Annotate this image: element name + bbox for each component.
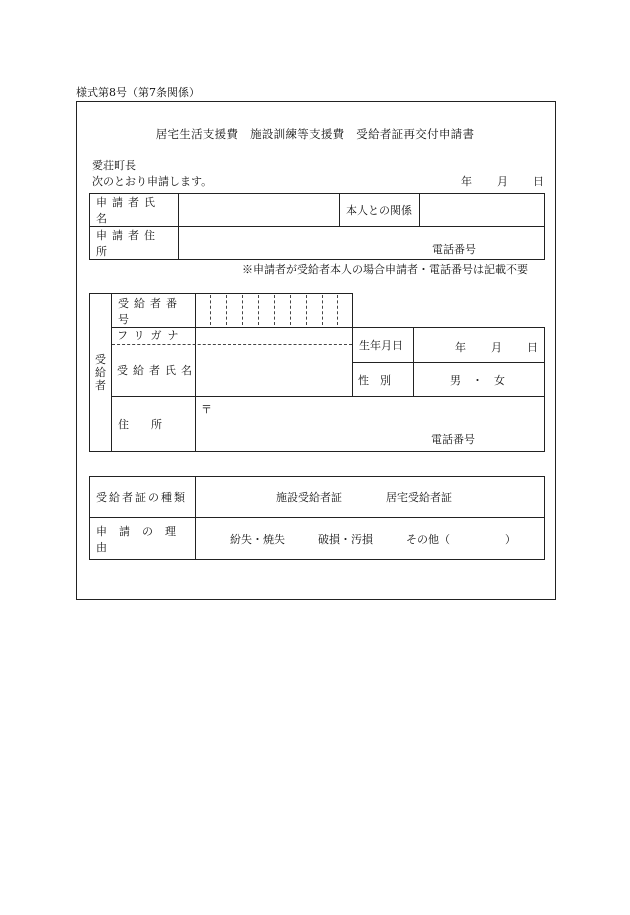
blank-cell xyxy=(353,294,414,328)
request-text: 次のとおり申請します。 xyxy=(92,175,213,188)
date-day: 日 xyxy=(533,175,544,188)
reason-label: 申請の理由 xyxy=(90,518,196,560)
recipient-phone-label: 電話番号 xyxy=(431,433,475,446)
sex-label: 性 別 xyxy=(353,363,414,397)
digit-divider xyxy=(258,295,259,325)
note: ※申請者が受給者本人の場合申請者・電話番号は記載不要 xyxy=(242,263,528,276)
furigana-name-label-cell xyxy=(112,328,197,377)
birth-label: 生年月日 xyxy=(353,328,414,363)
birth-year: 年 xyxy=(455,341,466,354)
postal-mark: 〒 xyxy=(201,403,212,416)
blank-cell xyxy=(414,294,545,328)
digit-divider xyxy=(242,295,243,325)
applicant-address-field[interactable] xyxy=(179,227,545,260)
certificate-type-options[interactable]: 施設受給者証 居宅受給者証 xyxy=(196,477,545,518)
recipient-address-field[interactable] xyxy=(196,397,545,452)
birth-month: 月 xyxy=(491,341,502,354)
recipient-number-label: 受給者番号 xyxy=(112,294,196,328)
certificate-type-label: 受給者証の種類 xyxy=(90,477,196,518)
certificate-table xyxy=(89,476,545,560)
applicant-table xyxy=(89,193,545,260)
recipient-side-label-cell xyxy=(90,294,112,452)
applicant-name-field[interactable] xyxy=(179,194,340,227)
digit-divider xyxy=(210,295,211,325)
reason-options[interactable]: 紛失・焼失 破損・汚損 その他（ ） xyxy=(196,518,545,560)
digit-divider xyxy=(226,295,227,325)
digit-divider xyxy=(290,295,291,325)
recipient-address-label: 住 所 xyxy=(112,397,196,452)
furigana-label: フリガナ xyxy=(117,329,185,342)
applicant-phone-label: 電話番号 xyxy=(432,243,476,256)
digit-divider xyxy=(306,295,307,325)
furigana-divider xyxy=(112,344,352,345)
applicant-name-label: 申請者氏名 xyxy=(90,194,179,227)
digit-divider xyxy=(322,295,323,325)
addressee: 愛荘町長 xyxy=(92,159,136,172)
recipient-name-label: 受給者氏名 xyxy=(117,364,197,377)
digit-divider xyxy=(337,295,338,325)
date-month: 月 xyxy=(497,175,508,188)
relation-field[interactable] xyxy=(420,194,545,227)
form-number: 様式第8号（第7条関係） xyxy=(76,86,200,99)
birth-day: 日 xyxy=(527,341,538,354)
form-title: 居宅生活支援費 施設訓練等支援費 受給者証再交付申請書 xyxy=(155,127,475,141)
date-year: 年 xyxy=(461,175,472,188)
relation-label: 本人との関係 xyxy=(340,194,420,227)
birth-date-field[interactable] xyxy=(414,328,545,363)
digit-divider xyxy=(274,295,275,325)
recipient-table xyxy=(89,293,545,452)
recipient-name-field[interactable] xyxy=(196,328,353,363)
applicant-address-label: 申請者住所 xyxy=(90,227,179,260)
sex-options[interactable]: 男 ・ 女 xyxy=(414,363,545,397)
blank-cell xyxy=(196,363,353,397)
recipient-side-label: 受給者 xyxy=(95,353,106,392)
